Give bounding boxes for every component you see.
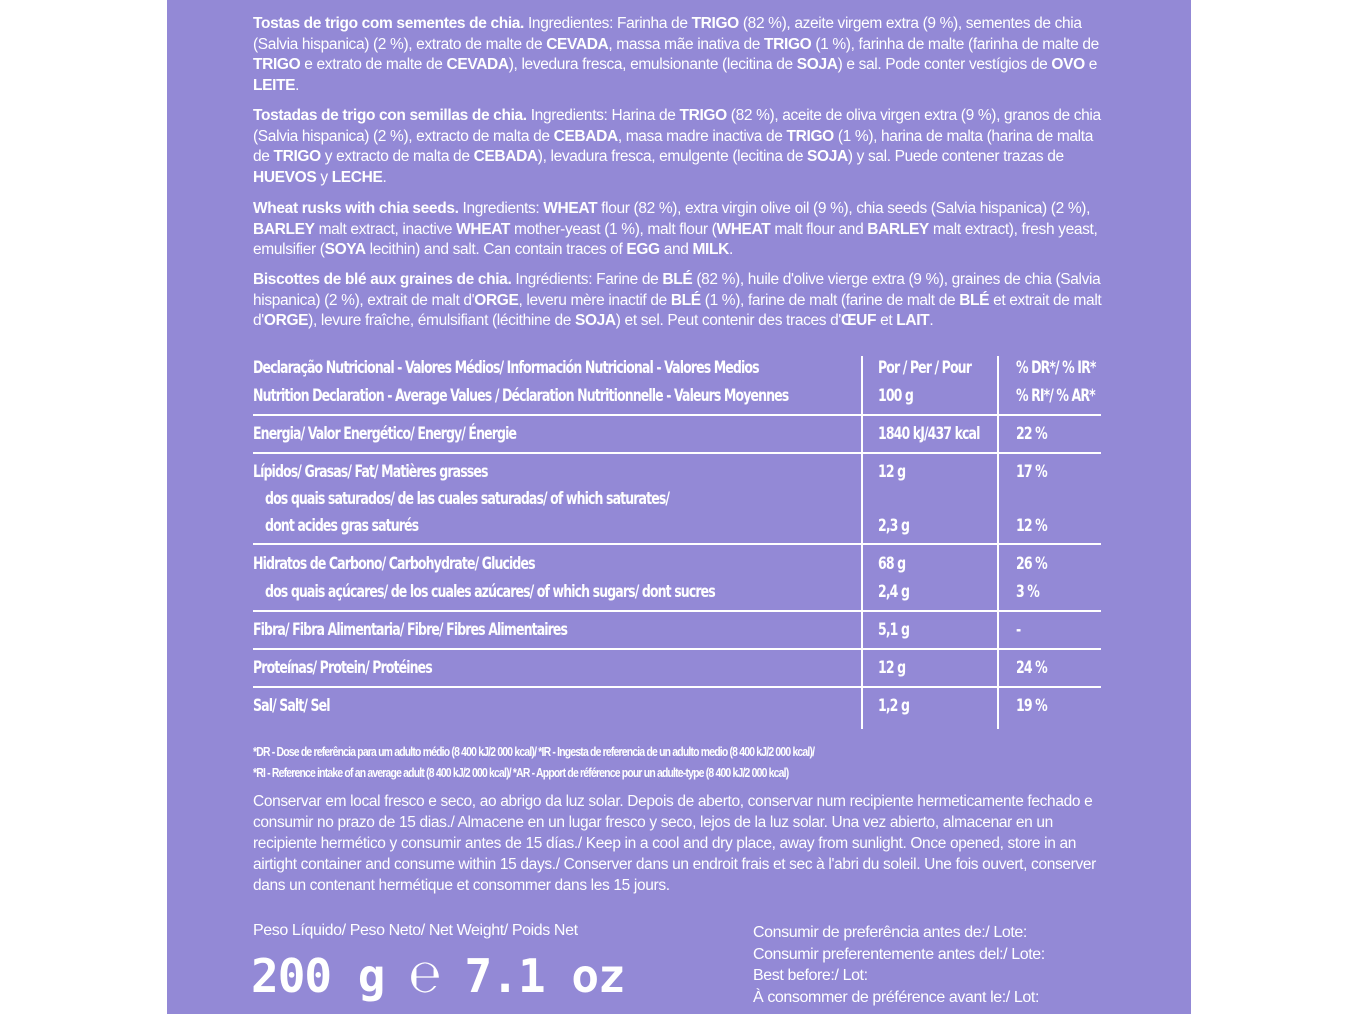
row-fibre-pct: - xyxy=(1016,620,1021,640)
ingredient-text: ), levadura fresca, emulgente (lecitina de xyxy=(537,148,808,166)
allergen-text: TRIGO xyxy=(764,35,812,53)
allergen-text: ŒUF xyxy=(841,312,877,330)
ingredient-text: malt extract), fresh yeast, emulsifier ( xyxy=(253,220,1098,259)
row-sugars-value: 2,4 g xyxy=(878,582,910,602)
row-carbs-value: 68 g xyxy=(878,554,906,574)
ingredient-text: . xyxy=(382,168,387,186)
allergen-text: ORGE xyxy=(474,291,519,309)
ingredient-text: flour (82 %), extra virgin olive oil (9 %), chia seeds (Salvia hispanica) (2 %), xyxy=(597,200,1091,217)
ingredient-text: ) et sel. Peut contenir des traces d' xyxy=(615,312,841,330)
column-divider xyxy=(861,356,863,729)
ingredient-text: (82 %), aceite de oliva virgen extra (9 %), granos de chia (Salvia hispanica) (2 %), extracto de malta de xyxy=(253,107,1101,145)
allergen-text: BARLEY xyxy=(253,220,315,238)
allergen-text: CEBADA xyxy=(473,148,538,166)
allergen-text: BLÉ xyxy=(670,291,701,309)
ingredient-text: et xyxy=(876,312,897,330)
allergen-text: TRIGO xyxy=(786,127,834,145)
ingredient-text: e xyxy=(1084,56,1098,74)
allergen-text: EGG xyxy=(626,241,660,259)
row-sugars-label: dos quais açúcares/ de los cuales azúcares/ of which sugars/ dont sucres xyxy=(265,582,715,602)
best-before-block xyxy=(753,922,1045,1008)
best-before-pt: Consumir de preferência antes de:/ Lote: xyxy=(753,924,1027,941)
footnote-line-2: *RI - Reference intake of an average adult (8 400 kJ/2 000 kcal)/ *AR - Apport de référence pour un adulte-type (8 400 kJ/2 000 kcal) xyxy=(253,765,789,780)
table-divider xyxy=(253,414,1101,416)
ingredients-en xyxy=(253,199,1111,261)
ingredient-text: (82 %), huile d'olive vierge extra (9 %), graines de chia (Salvia hispanica) (2 %), extrait de malt d' xyxy=(253,271,1101,309)
allergen-text: WHEAT xyxy=(543,200,598,217)
ingredient-text: malt extract, inactive xyxy=(314,220,457,238)
table-header-per-1: Por / Per / Pour xyxy=(878,358,971,378)
table-divider xyxy=(253,543,1101,545)
ingredient-text: ), levure fraîche, émulsifiant (lécithine de xyxy=(308,312,575,330)
ingredient-text: . xyxy=(728,241,733,259)
net-weight-label: Peso Líquido/ Peso Neto/ Net Weight/ Poids Net xyxy=(253,922,578,939)
best-before-fr: À consommer de préférence avant le:/ Lot: xyxy=(753,988,1039,1006)
ingredient-text: and xyxy=(659,241,693,259)
table-divider xyxy=(253,452,1101,454)
net-weight-value: 200 g ℮ 7.1 oz xyxy=(251,949,625,1003)
ingredient-text: Ingredientes: Farinha de xyxy=(524,15,692,32)
allergen-text: LEITE xyxy=(253,76,296,94)
ingredient-text: ) e sal. Pode conter vestígios de xyxy=(837,56,1052,74)
allergen-text: MILK xyxy=(692,241,729,259)
allergen-text: BLÉ xyxy=(959,291,990,309)
ingredient-text: . xyxy=(295,76,300,94)
ingredient-text: (1 %), farine de malt (farine de malt de xyxy=(700,291,960,309)
allergen-text: TRIGO xyxy=(679,107,727,124)
allergen-text: TRIGO xyxy=(273,148,321,166)
ingredients-product-name: Tostadas de trigo con semillas de chia. xyxy=(253,107,527,124)
ingredient-text: mother-yeast (1 %), malt flour ( xyxy=(510,220,717,238)
row-energy-value: 1840 kJ/437 kcal xyxy=(878,424,980,444)
row-fat-value: 12 g xyxy=(878,462,906,482)
allergen-text: CEVADA xyxy=(546,35,609,53)
table-header-dr-2: % RI*/ % AR* xyxy=(1016,386,1095,406)
ingredient-text: . xyxy=(929,312,934,330)
row-fat-pct: 17 % xyxy=(1016,462,1047,482)
row-protein-label: Proteínas/ Protein/ Protéines xyxy=(253,658,432,678)
row-saturates-label-1: dos quais saturados/ de las cuales saturadas/ of which saturates/ xyxy=(265,489,670,509)
row-sugars-pct: 3 % xyxy=(1016,582,1039,602)
ingredient-text: Ingrédients: Farine de xyxy=(511,271,663,288)
ingredients-pt xyxy=(253,14,1111,96)
ingredient-text: (82 %), azeite virgem extra (9 %), sementes de chia (Salvia hispanica) (2 %), extrato de malte de xyxy=(253,15,1082,53)
allergen-text: LAIT xyxy=(896,312,930,330)
ingredient-text: y xyxy=(316,168,332,186)
best-before-es: Consumir preferentemente antes del:/ Lote: xyxy=(753,945,1045,963)
table-header-label-1: Declaração Nutricional - Valores Médios/ Información Nutricional - Valores Medios xyxy=(253,358,759,378)
ingredients-fr xyxy=(253,270,1111,332)
allergen-text: LECHE xyxy=(331,168,383,186)
allergen-text: WHEAT xyxy=(456,220,511,238)
allergen-text: CEBADA xyxy=(553,127,618,145)
row-energy-label: Energia/ Valor Energético/ Energy/ Énergie xyxy=(253,424,517,444)
row-saturates-value: 2,3 g xyxy=(878,516,910,536)
row-protein-value: 12 g xyxy=(878,658,906,678)
table-header-per-2: 100 g xyxy=(878,386,914,406)
row-protein-pct: 24 % xyxy=(1016,658,1047,678)
allergen-text: SOYA xyxy=(324,241,366,259)
ingredient-text: (1 %), harina de malta (harina de malta de xyxy=(253,127,1093,166)
ingredient-text: (1 %), farinha de malte (farinha de malte de xyxy=(811,35,1099,53)
ingredients-product-name: Wheat rusks with chia seeds. xyxy=(253,200,459,217)
row-salt-label: Sal/ Salt/ Sel xyxy=(253,696,330,716)
row-carbs-label: Hidratos de Carbono/ Carbohydrate/ Glucides xyxy=(253,554,535,574)
ingredient-text: ), levedura fresca, emulsionante (lecitina de xyxy=(508,56,797,74)
allergen-text: TRIGO xyxy=(691,15,739,32)
allergen-text: BARLEY xyxy=(867,220,929,238)
footnote-line-1: *DR - Dose de referência para um adulto médio (8 400 kJ/2 000 kcal)/ *IR - Ingesta de referencia de un adulto medio (8 400 kJ/2 000 kcal)/ xyxy=(253,744,815,759)
ingredients-product-name: Tostas de trigo com sementes de chia. xyxy=(253,15,525,32)
ingredient-text: , massa mãe inativa de xyxy=(608,35,765,53)
ingredient-text: malt flour and xyxy=(770,220,868,238)
ingredients-product-name: Biscottes de blé aux graines de chia. xyxy=(253,271,512,288)
table-header-label-2: Nutrition Declaration - Average Values / Déclaration Nutritionnelle - Valeurs Moyennes xyxy=(253,386,789,406)
label-panel xyxy=(167,0,1191,1014)
allergen-text: HUEVOS xyxy=(253,168,317,186)
allergen-text: SOJA xyxy=(574,312,616,330)
table-header-dr-1: % DR*/ % IR* xyxy=(1016,358,1096,378)
storage-instructions: Conservar em local fresco e seco, ao abrigo da luz solar. Depois de aberto, conservar num recipiente hermeticamente fechado e consumir no prazo de 15 dias./ Almacene en un lugar fresco y seco, lejos de la luz solar. Una vez abierto, almacenar en un recipiente hermético y consumir antes de 15 días./ Keep in a cool and dry place, away from sunlight. Once opened, store in an airtight container and consume within 15 days./ Conserver dans un endroit frais et sec à l'abri du soleil. Une fois ouvert, conserver dans un contenant hermétique et consommer dans les 15 jours. xyxy=(253,793,1096,894)
row-energy-pct: 22 % xyxy=(1016,424,1047,444)
ingredients-es xyxy=(253,106,1111,188)
ingredient-text: lecithin) and salt. Can contain traces of xyxy=(365,241,627,259)
row-saturates-label-2: dont acides gras saturés xyxy=(265,516,419,536)
allergen-text: WHEAT xyxy=(716,220,771,238)
row-fat-label: Lípidos/ Grasas/ Fat/ Matières grasses xyxy=(253,462,488,482)
ingredient-text: Ingredients: xyxy=(458,200,544,217)
ingredient-text: e extrato de malte de xyxy=(300,56,447,74)
ingredient-text: Ingredients: Harina de xyxy=(526,107,680,124)
table-divider xyxy=(253,610,1101,612)
ingredient-text: , leveru mère inactif de xyxy=(518,291,671,309)
allergen-text: SOJA xyxy=(796,56,838,74)
allergen-text: OVO xyxy=(1051,56,1085,74)
row-carbs-pct: 26 % xyxy=(1016,554,1047,574)
allergen-text: BLÉ xyxy=(662,271,693,288)
ingredient-text: ) y sal. Puede contener trazas de xyxy=(847,148,1064,166)
allergen-text: TRIGO xyxy=(253,56,301,74)
allergen-text: ORGE xyxy=(263,312,309,330)
allergen-text: SOJA xyxy=(807,148,848,166)
column-divider xyxy=(997,356,999,729)
row-saturates-pct: 12 % xyxy=(1016,516,1047,536)
table-divider xyxy=(253,648,1101,650)
row-salt-pct: 19 % xyxy=(1016,696,1047,716)
ingredient-text: , masa madre inactiva de xyxy=(617,127,787,145)
ingredient-text: y extracto de malta de xyxy=(320,148,474,166)
ingredient-text: et extrait de malt d' xyxy=(253,291,1102,330)
best-before-en: Best before:/ Lot: xyxy=(753,967,868,984)
allergen-text: CEVADA xyxy=(446,56,509,74)
table-divider xyxy=(253,686,1101,688)
row-fibre-label: Fibra/ Fibra Alimentaria/ Fibre/ Fibres Alimentaires xyxy=(253,620,568,640)
row-salt-value: 1,2 g xyxy=(878,696,910,716)
row-fibre-value: 5,1 g xyxy=(878,620,910,640)
